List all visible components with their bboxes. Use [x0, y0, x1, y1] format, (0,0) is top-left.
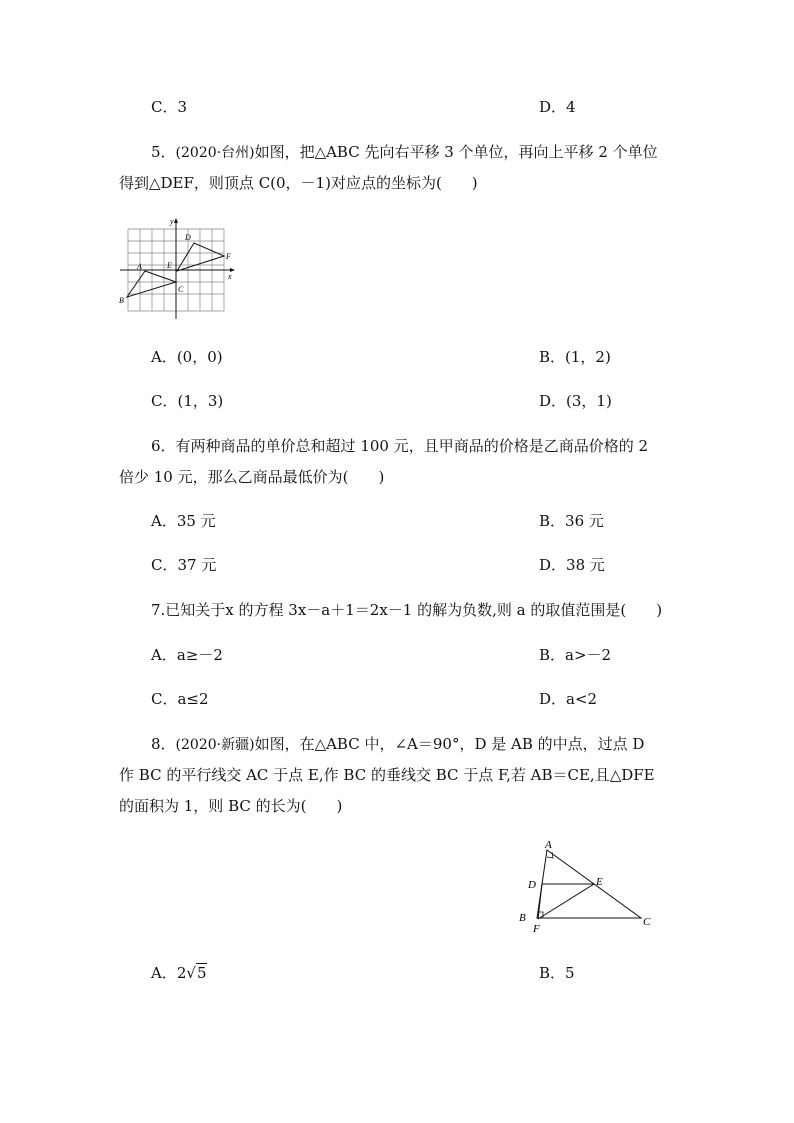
- q5-source: (2020·台州): [175, 145, 255, 161]
- q7-option-d: D．a<2: [539, 690, 598, 708]
- q5-stem-line2: 得到△DEF，则顶点 C(0，－1)对应点的坐标为( ): [119, 174, 478, 192]
- q5-label-f: F: [226, 252, 231, 261]
- q5-option-b: B．(1，2): [539, 348, 611, 366]
- q8-triangle-figure: [514, 835, 659, 935]
- q6-stem-line2: 倍少 10 元，那么乙商品最低价为( ): [119, 468, 385, 486]
- q8-label-a: A: [545, 839, 552, 851]
- q8-stem-line1: [151, 734, 644, 755]
- q5-number: 5．: [151, 143, 176, 161]
- q7-option-c: C．a≤2: [151, 690, 209, 708]
- q5-label-x: x: [228, 272, 232, 281]
- q6-stem-line1: 6．有两种商品的单价总和超过 100 元，且甲商品的价格是乙商品价格的 2: [151, 437, 649, 455]
- q8-label-b: B: [519, 912, 526, 924]
- q4-option-d: D．4: [539, 98, 576, 116]
- q7-option-b: B．a>－2: [539, 646, 612, 664]
- q8-text-1: 如图，在△ABC 中，∠A＝90°，D 是 AB 的中点，过点 D: [254, 735, 645, 753]
- q8-stem-line3: 的面积为 1，则 BC 的长为( ): [119, 797, 343, 815]
- q8-option-a-radicand: 5: [196, 964, 207, 982]
- q8-segment-df: [538, 884, 542, 919]
- q5-label-b: B: [119, 296, 124, 305]
- q8-source: (2020·新疆): [175, 737, 255, 753]
- q8-option-a: [151, 963, 207, 983]
- q5-label-d: D: [185, 233, 191, 242]
- q6-option-c: C．37 元: [151, 556, 217, 574]
- q8-segment-fe: [538, 884, 594, 919]
- q5-triangle-abc: [127, 271, 176, 297]
- q5-coordinate-figure: [115, 215, 240, 323]
- q8-label-c: C: [643, 916, 651, 928]
- q5-label-e: E: [167, 261, 172, 270]
- q6-option-d: D．38 元: [539, 556, 605, 574]
- q4-option-c: C．3: [151, 98, 188, 116]
- q5-label-a: A: [137, 262, 142, 271]
- sqrt-symbol: √5: [186, 964, 207, 982]
- q5-label-c: C: [178, 285, 184, 294]
- q5-y-arrow: [174, 218, 178, 223]
- q8-stem-line2: 作 BC 的平行线交 AC 于点 E,作 BC 的垂线交 BC 于点 F,若 AB＝CE,且△DFE: [119, 766, 655, 784]
- q5-option-d: D．(3，1): [539, 392, 612, 410]
- q5-triangle-def: [177, 243, 224, 271]
- q5-option-a: A．(0，0): [151, 348, 223, 366]
- q7-stem: 7.已知关于x 的方程 3x－a＋1＝2x－1 的解为负数,则 a 的取值范围是( ): [151, 601, 663, 619]
- q5-option-c: C．(1，3): [151, 392, 224, 410]
- q5-label-y: y: [170, 217, 174, 226]
- q5-text-1: 如图，把△ABC 先向右平移 3 个单位，再向上平移 2 个单位: [254, 143, 658, 161]
- q8-option-b: B．5: [539, 964, 575, 982]
- q7-option-a: A．a≥－2: [151, 646, 223, 664]
- q6-option-a: A．35 元: [151, 512, 216, 530]
- q8-number: 8．: [151, 735, 176, 753]
- q8-right-angle-a: [547, 852, 553, 858]
- q8-option-a-prefix: A．2: [151, 964, 187, 982]
- q5-stem-line1: [151, 142, 658, 163]
- q6-option-b: B．36 元: [539, 512, 604, 530]
- q8-label-e: E: [596, 876, 603, 888]
- q8-label-f: F: [533, 923, 540, 935]
- q8-label-d: D: [528, 879, 536, 891]
